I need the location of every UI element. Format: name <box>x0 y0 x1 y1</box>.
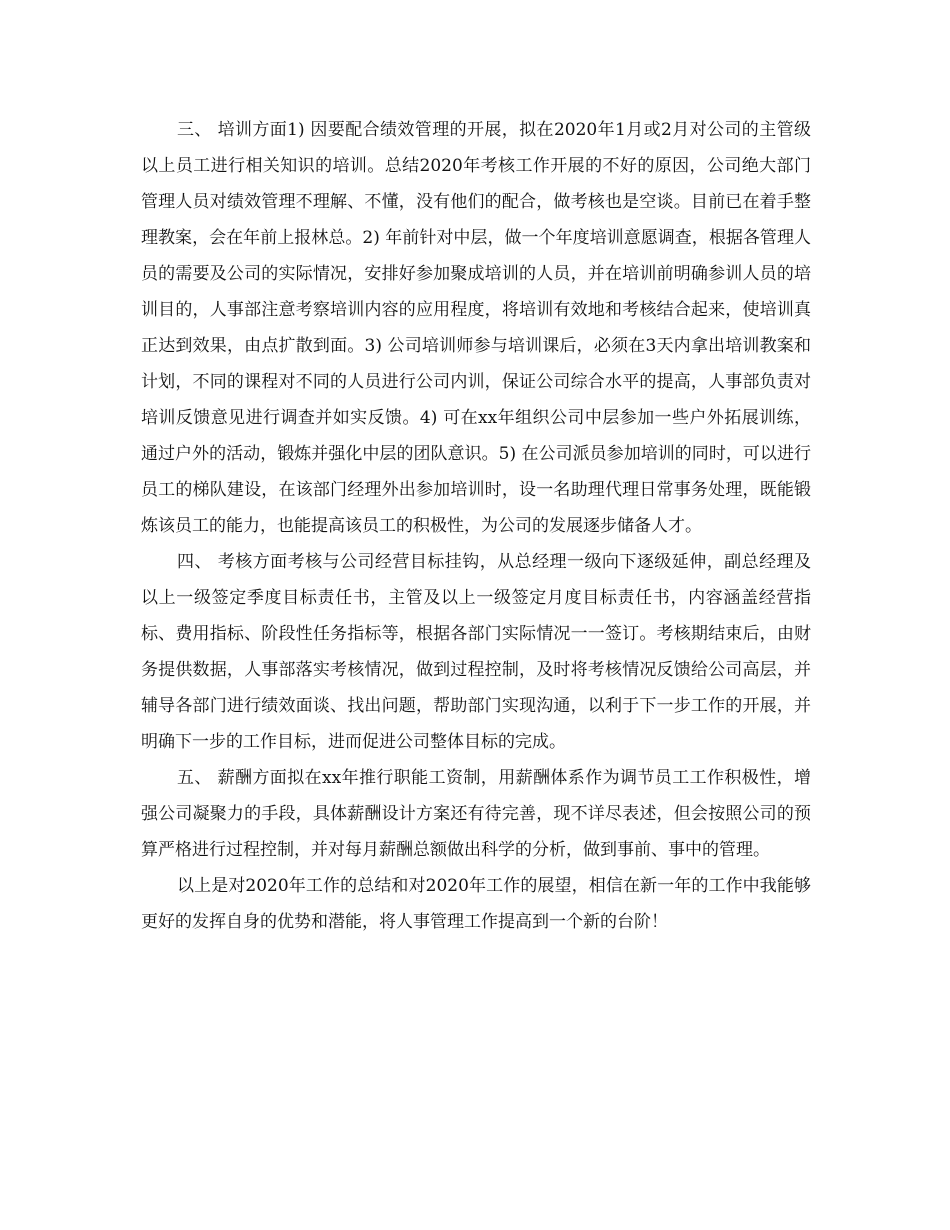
paragraph-training: 三、 培训方面1) 因要配合绩效管理的开展，拟在2020年1月或2月对公司的主管级以上员工进行相关知识的培训。总结2020年考核工作开展的不好的原因，公司绝大部门管理人员对绩效管理不理解、不懂，没有他们的配合，做考核也是空谈。目前已在着手整理教案，会在年前上报林总。2) 年前针对中层，做一个年度培训意愿调查，根据各管理人员的需要及公司的实际情况，安排好参加聚成培训的人员，并在培训前明确参训人员的培训目的，人事部注意考察培训内容的应用程度，将培训有效地和考核结合起来，使培训真正达到效果，由点扩散到面。3) 公司培训师参与培训课后，必须在3天内拿出培训教案和计划，不同的课程对不同的人员进行公司内训，保证公司综合水平的提高，人事部负责对培训反馈意见进行调查并如实反馈。4) 可在xx年组织公司中层参加一些户外拓展训练，通过户外的活动，锻炼并强化中层的团队意识。5) 在公司派员参加培训的同时，可以进行员工的梯队建设，在该部门经理外出参加培训时，设一名助理代理日常事务处理，既能锻炼该员工的能力，也能提高该员工的积极性，为公司的发展逐步储备人才。 <box>141 120 811 536</box>
paragraph-salary: 五、 薪酬方面拟在xx年推行职能工资制，用薪酬体系作为调节员工工作积极性，增强公司凝聚力的手段，具体薪酬设计方案还有待完善，现不详尽表述，但会按照公司的预算严格进行过程控制，并对每月薪酬总额做出科学的分析，做到事前、事中的管理。 <box>141 768 811 860</box>
document-body <box>141 112 811 940</box>
paragraph-conclusion: 以上是对2020年工作的总结和对2020年工作的展望，相信在新一年的工作中我能够更好的发挥自身的优势和潜能，将人事管理工作提高到一个新的台阶！ <box>141 876 811 932</box>
paragraph-assessment: 四、 考核方面考核与公司经营目标挂钩，从总经理一级向下逐级延伸，副总经理及以上一级签定季度目标责任书，主管及以上一级签定月度目标责任书，内容涵盖经营指标、费用指标、阶段性任务指标等，根据各部门实际情况一一签订。考核期结束后，由财务提供数据，人事部落实考核情况，做到过程控制，及时将考核情况反馈给公司高层，并辅导各部门进行绩效面谈、找出问题，帮助部门实现沟通，以利于下一步工作的开展，并明确下一步的工作目标，进而促进公司整体目标的完成。 <box>141 552 811 752</box>
